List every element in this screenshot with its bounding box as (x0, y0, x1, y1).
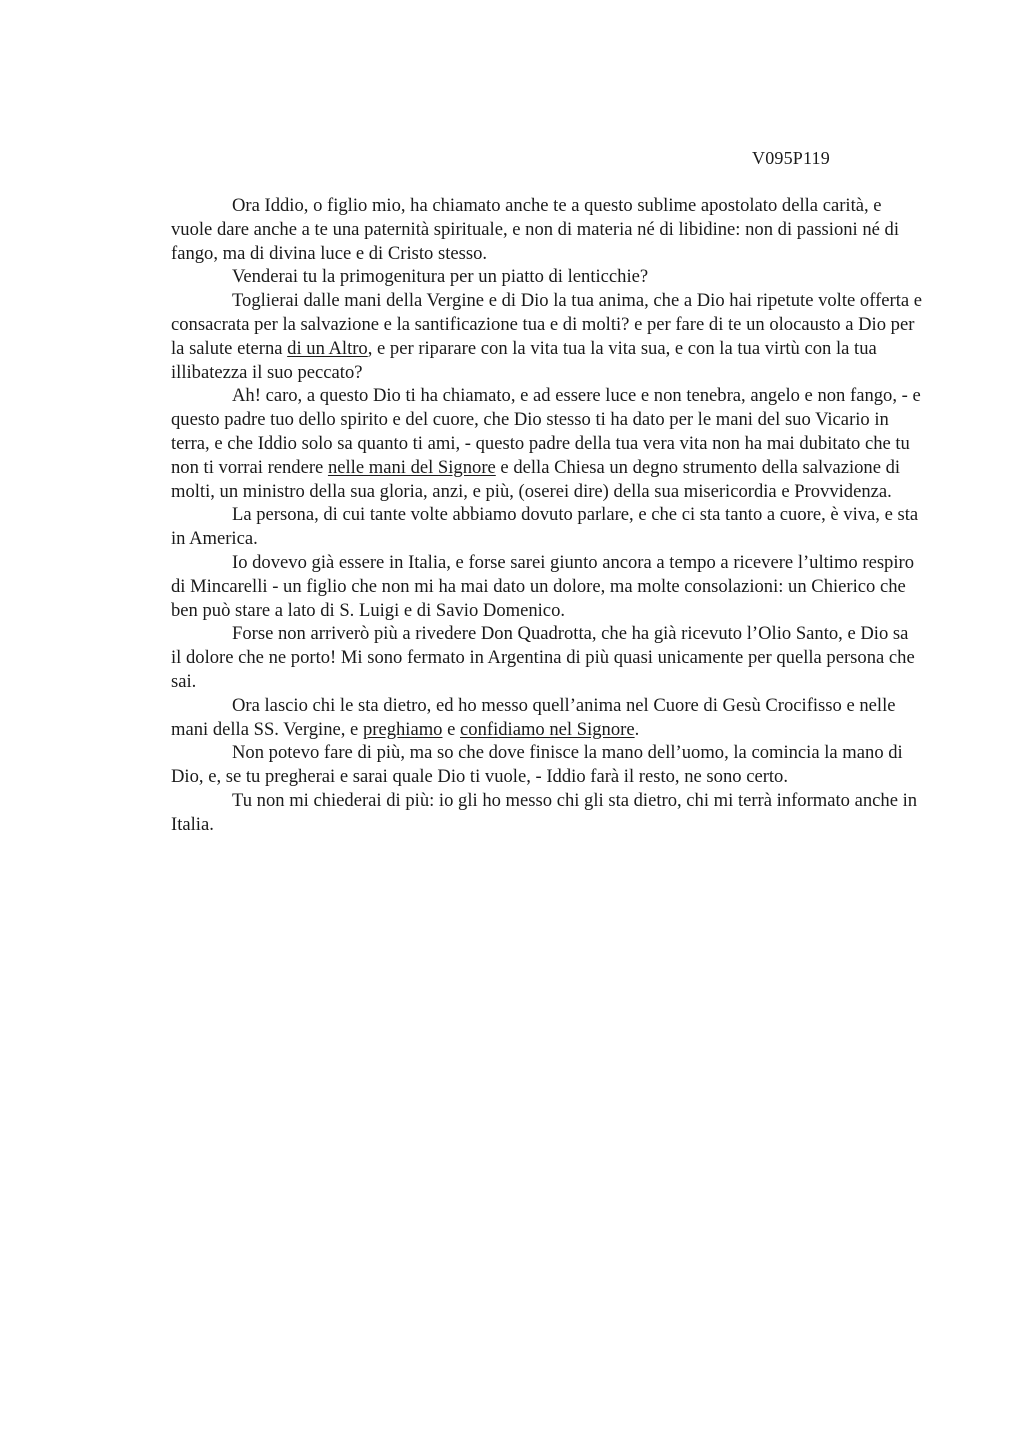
text-segment: Non potevo fare di più, ma so che dove finisce la mano dell’uomo, la comincia la mano di Dio, e, se tu pregherai e sarai quale Dio ti vuole, - Iddio farà il resto, ne sono certo. (171, 742, 903, 788)
underlined-phrase: confidiamo nel Signore (460, 718, 635, 740)
text-segment: Ah! caro, a questo Dio ti ha chiamato, e ad essere luce e non tenebra, angelo e non fango, - e questo padre tuo dello spirito e del cuore, che Dio stesso ti ha dato per le mani del suo Vicario in terra, e che Iddio solo sa quanto ti ami, - questo padre della tua vera vita non ha mai dubitato che tu non ti vorrai rendere (171, 385, 921, 478)
underlined-phrase: nelle mani del Signore (327, 456, 496, 478)
paragraph-6 (171, 551, 923, 622)
text-segment: Toglierai dalle mani della Vergine e di Dio la tua anima, che a Dio hai ripetute volte offerta e consacrata per la salvazione e la santificazione tua e di molti? e per fare di te un olocausto a Dio per la salute eterna (171, 290, 923, 359)
paragraph-3 (171, 289, 923, 384)
text-segment: Venderai tu la primogenitura per un piatto di lenticchie? (232, 266, 649, 288)
paragraph-2 (171, 265, 923, 289)
paragraph-5 (171, 503, 923, 551)
text-segment: La persona, di cui tante volte abbiamo dovuto parlare, e che ci sta tanto a cuore, è viva, e sta in America. (171, 504, 919, 550)
paragraph-8 (171, 694, 923, 742)
text-segment: Tu non mi chiederai di più: io gli ho messo chi gli sta dietro, chi mi terrà informato anche in Italia. (171, 789, 918, 835)
text-segment: Ora Iddio, o figlio mio, ha chiamato anche te a questo sublime apostolato della carità, e vuole dare anche a te una paternità spirituale, e non di materia né di libidine: non di passioni né di fango, ma di divina luce e di Cristo stesso. (171, 195, 900, 264)
paragraph-7 (171, 622, 923, 693)
text-segment: Io dovevo già essere in Italia, e forse sarei giunto ancora a tempo a ricevere l’ultimo respiro di Mincarelli - un figlio che non mi ha mai dato un dolore, ma molte consolazioni: un Chierico che ben può stare a lato di S. Luigi e di Savio Domenico. (171, 551, 915, 621)
text-segment: Ora lascio chi le sta dietro, ed ho messo quell’anima nel Cuore di Gesù Crocifisso e nelle mani della SS. Vergine, e (171, 694, 896, 740)
page-code: V095P119 (752, 148, 830, 168)
paragraph-1 (171, 194, 923, 265)
letter-body (171, 194, 923, 837)
text-segment: , e per riparare con la vita tua la vita sua, e con la tua virtù con la tua illibatezza il suo peccato? (171, 337, 877, 383)
underlined-phrase: preghiamo (362, 718, 443, 740)
text-segment: Forse non arriverò più a rivedere Don Quadrotta, che ha già ricevuto l’Olio Santo, e Dio sa il dolore che ne porto! Mi sono fermato in Argentina di più quasi unicamente per quella persona che sai. (171, 623, 915, 692)
text-segment: e (442, 718, 461, 740)
text-segment: . (634, 718, 640, 740)
paragraph-4 (171, 384, 923, 503)
paragraph-10 (171, 789, 923, 837)
underlined-phrase: di un Altro (287, 337, 368, 359)
text-segment: e della Chiesa un degno strumento della salvazione di molti, un ministro della sua gloria, anzi, e più, (oserei dire) della sua misericordia e Provvidenza. (171, 456, 901, 502)
paragraph-9 (171, 741, 923, 789)
